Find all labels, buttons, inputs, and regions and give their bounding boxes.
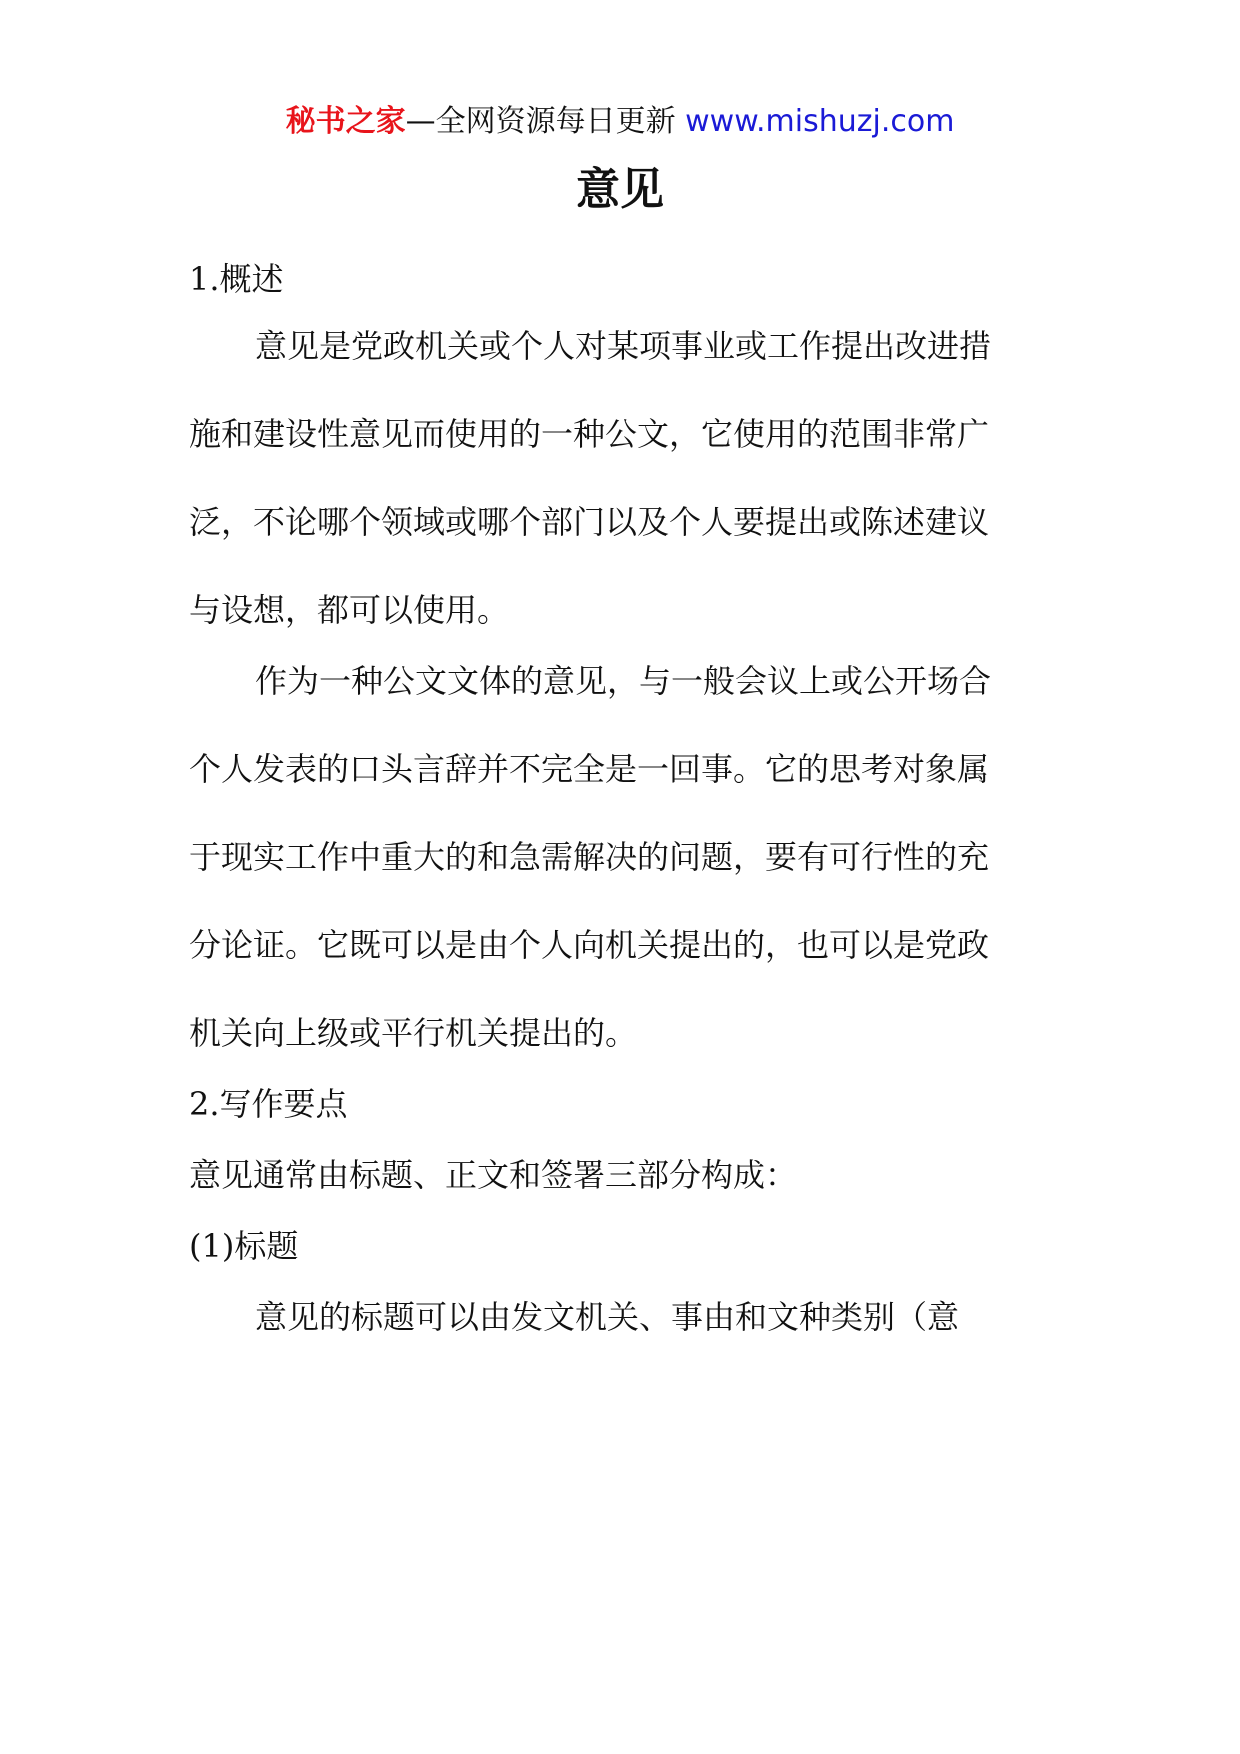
paragraph-line: 于现实工作中重大的和急需解决的问题，要有可行性的充 [189,838,990,876]
document-title: 意见 [576,164,664,215]
paragraph-line: 个人发表的口头言辞并不完全是一回事。它的思考对象属 [189,750,990,788]
paragraph-line: 作为一种公文文体的意见，与一般会议上或公开场合 [255,662,992,700]
subsection-heading-title: (1)标题 [189,1227,299,1265]
paragraph-line: 意见通常由标题、正文和签署三部分构成： [189,1156,798,1194]
section-heading-overview: 1.概述 [189,260,284,298]
section-heading-writing-points: 2.写作要点 [189,1085,348,1123]
paragraph-line: 意见是党政机关或个人对某项事业或工作提出改进措 [255,327,992,365]
paragraph-line: 意见的标题可以由发文机关、事由和文种类别（意 [255,1298,960,1336]
paragraph-line: 泛，不论哪个领域或哪个部门以及个人要提出或陈述建议 [189,503,990,541]
site-header [0,100,1240,144]
brand-name: 秘书之家 [285,104,406,139]
header-slogan: —全网资源每日更新 [405,104,686,139]
paragraph-line: 与设想，都可以使用。 [189,591,510,629]
paragraph-line: 施和建设性意见而使用的一种公文，它使用的范围非常广 [189,415,990,453]
paragraph-line: 分论证。它既可以是由个人向机关提出的，也可以是党政 [189,926,990,964]
website-link[interactable]: www.mishuzj.com [685,104,955,139]
paragraph-line: 机关向上级或平行机关提出的。 [189,1014,638,1052]
